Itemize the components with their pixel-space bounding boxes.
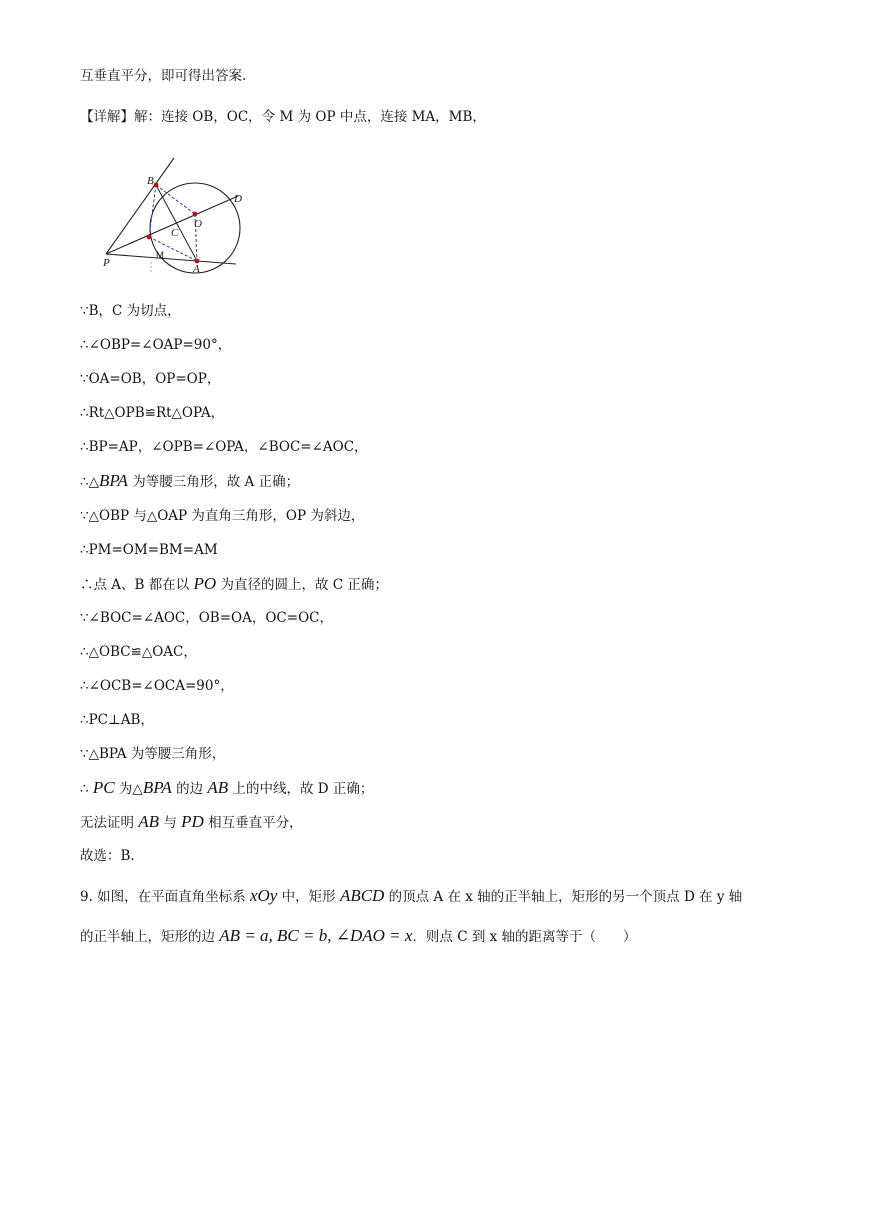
text-line [80, 846, 135, 866]
text: ∴△ [80, 474, 99, 490]
math: BPA [142, 778, 172, 797]
text: 故选：B. [80, 848, 135, 864]
text-line [80, 506, 364, 526]
label-m: M [156, 250, 164, 261]
text-line [80, 335, 231, 355]
text: 的顶点 A 在 x 轴的正半轴上，矩形的另一个顶点 D 在 y 轴 [384, 889, 743, 905]
label-o: O [194, 218, 202, 230]
text: ∵△BPA 为等腰三角形， [80, 746, 226, 762]
text-line [80, 540, 218, 560]
label-d: D [234, 193, 242, 205]
math: PC [92, 778, 115, 797]
text: 9. 如图，在平面直角坐标系 [80, 889, 250, 905]
text-line [80, 608, 333, 628]
question-line [80, 886, 742, 907]
segment-mb [149, 185, 156, 237]
text: 无法证明 [80, 815, 139, 831]
tangent-line-pa [106, 254, 236, 264]
text: 相互垂直平分， [203, 815, 303, 831]
label-a: A [193, 263, 200, 275]
text: 与 [159, 815, 182, 831]
text-line [80, 778, 373, 799]
text-line [80, 107, 486, 127]
text: ∴∠OCB=∠OCA=90°， [80, 678, 234, 694]
text: ∴△OBC≌△OAC， [80, 644, 197, 660]
text: 互垂直平分，即可得出答案. [80, 68, 247, 84]
math: xOy [249, 886, 278, 905]
text: 为△ [114, 781, 143, 797]
math: AB [138, 812, 160, 831]
text-line [80, 710, 154, 730]
text-line [80, 642, 197, 662]
math: BPA [98, 471, 128, 490]
text: ∵OA=OB，OP=OP， [80, 371, 221, 387]
text: ∵∠BOC=∠AOC，OB=OA，OC=OC， [80, 610, 333, 626]
text: 【详解】解：连接 OB，OC，令 M 为 OP 中点，连接 MA，MB， [80, 109, 486, 125]
question-line [80, 926, 637, 947]
geometry-figure [100, 150, 250, 276]
point-b [154, 183, 159, 188]
math: PO [193, 574, 217, 593]
label-p: P [103, 257, 110, 269]
text-line [80, 66, 246, 86]
text: ∴点 A、B 都在以 [80, 577, 194, 593]
text: 的正半轴上，矩形的边 [80, 929, 220, 945]
label-b: B [147, 175, 154, 187]
text: ∴∠OBP=∠OAP=90°， [80, 337, 232, 353]
text: ∴PM=OM=BM=AM [80, 542, 218, 558]
label-c: C [171, 227, 179, 239]
point-m [147, 235, 152, 240]
math: ABCD [339, 886, 385, 905]
text: ∵△OBP 与△OAP 为直角三角形，OP 为斜边， [80, 508, 365, 524]
text: ∴Rt△OPB≌Rt△OPA， [80, 405, 225, 421]
math: PD [181, 812, 204, 831]
text: 中，矩形 [277, 889, 340, 905]
text: ．则点 C 到 x 轴的距离等于（ ） [412, 929, 637, 945]
line-pd [106, 196, 238, 254]
text: ∵B，C 为切点， [80, 303, 181, 319]
text-line [80, 744, 225, 764]
text: ∴PC⊥AB， [80, 712, 154, 728]
segment-ob [156, 185, 195, 214]
text: ∴ [80, 781, 93, 797]
text: ∴BP=AP，∠OPB=∠OPA，∠BOC=∠AOC， [80, 439, 368, 455]
point-o [193, 212, 198, 217]
text: 为等腰三角形，故 A 正确； [127, 474, 300, 490]
text-line [80, 369, 220, 389]
text-line [80, 676, 234, 696]
math: AB [207, 778, 229, 797]
text-line [80, 301, 181, 321]
text-line [80, 437, 368, 457]
text: 上的中线，故 D 正确； [228, 781, 374, 797]
text-line [80, 812, 303, 833]
text-line [80, 403, 224, 423]
text: 的边 [171, 781, 208, 797]
text-line [80, 471, 299, 492]
math: AB = a, BC = b, ∠DAO = x [219, 926, 413, 945]
text: 为直径的圆上，故 C 正确； [216, 577, 388, 593]
text-line [80, 574, 388, 595]
